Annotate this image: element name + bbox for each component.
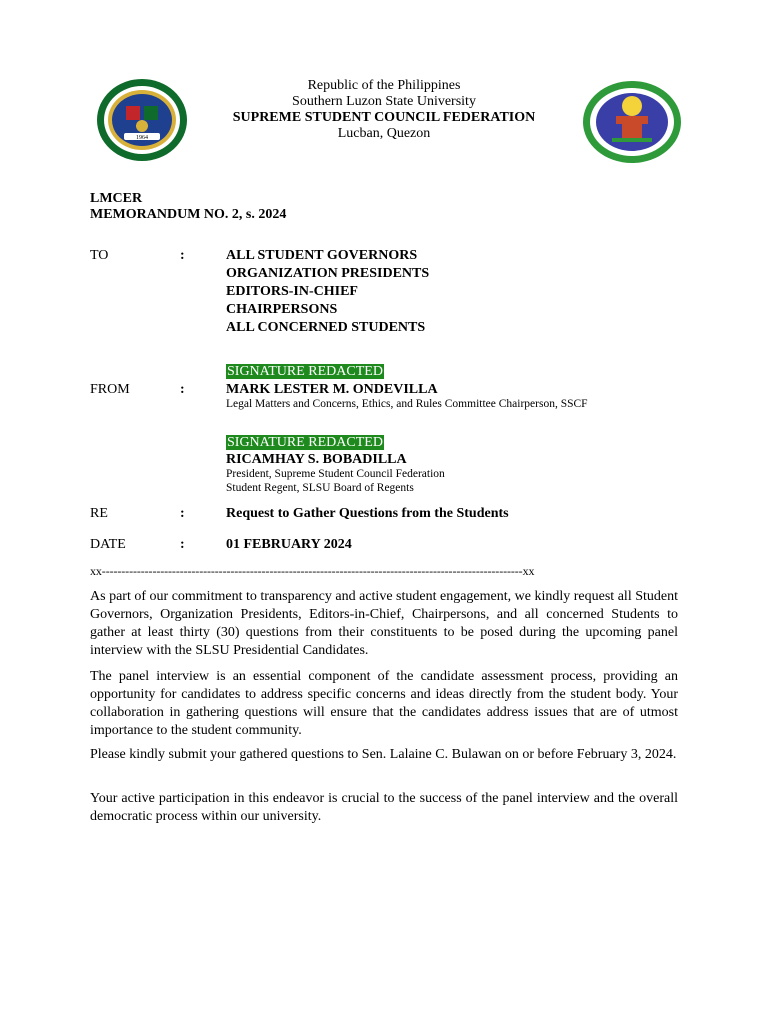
header-republic: Republic of the Philippines: [307, 78, 461, 93]
re-label: RE: [90, 506, 108, 521]
from-colon: :: [180, 382, 185, 397]
to-recipient: ORGANIZATION PRESIDENTS: [226, 266, 430, 281]
to-colon: :: [180, 248, 185, 263]
body-paragraph-2: The panel interview is an essential component of the candidate assessment process, providing an opportunity for candidates to address specific concerns and ideas directly from the student body. Your collaboration in gathering questions will ensure that the candidates address issues that are of utmost importance to the student community.: [90, 669, 678, 738]
from-title-1: Legal Matters and Concerns, Ethics, and Rules Committee Chairperson, SSCF: [226, 398, 588, 410]
signature-redacted-1: SIGNATURE REDACTED: [227, 364, 383, 379]
from-title-2b: Student Regent, SLSU Board of Regents: [226, 482, 414, 494]
date-label: DATE: [90, 537, 126, 552]
to-label: TO: [90, 248, 109, 263]
seal-year: 1964: [136, 135, 148, 141]
signature-redacted-2: SIGNATURE REDACTED: [227, 435, 383, 450]
body-paragraph-1: As part of our commitment to transparency and active student engagement, we kindly request all Student Governors, Organization Presidents, Editors-in-Chief, Chairpersons, and all concerned Students to gather at least thirty (30) questions from their constituents to be posed during the upcoming panel interview with the SLSU Presidential Candidates.: [90, 589, 678, 658]
re-value: Request to Gather Questions from the Students: [226, 506, 509, 521]
date-value: 01 FEBRUARY 2024: [226, 537, 352, 552]
memo-number: MEMORANDUM NO. 2, s. 2024: [90, 207, 287, 222]
to-recipient: ALL STUDENT GOVERNORS: [226, 248, 418, 263]
date-colon: :: [180, 537, 185, 552]
from-name-2: RICAMHAY S. BOBADILLA: [226, 452, 407, 467]
header-federation: SUPREME STUDENT COUNCIL FEDERATION: [232, 110, 536, 125]
from-title-2a: President, Supreme Student Council Federation: [226, 468, 445, 480]
header-university: Southern Luzon State University: [292, 94, 476, 109]
separator-line: xx------------------------------------------------------------------------------------------------------------xx: [90, 564, 535, 578]
to-recipient: EDITORS-IN-CHIEF: [226, 284, 358, 299]
body-paragraph-3: Please kindly submit your gathered questions to Sen. Lalaine C. Bulawan on or before February 3, 2024.: [90, 747, 677, 762]
to-recipient: ALL CONCERNED STUDENTS: [226, 320, 426, 335]
header-location: Lucban, Quezon: [337, 126, 431, 141]
from-name-1: MARK LESTER M. ONDEVILLA: [226, 382, 438, 397]
body-paragraph-4: Your active participation in this endeavor is crucial to the success of the panel interview and the overall democratic process within our university.: [90, 791, 678, 824]
re-colon: :: [180, 506, 185, 521]
from-label: FROM: [90, 382, 130, 397]
to-recipient: CHAIRPERSONS: [226, 302, 338, 317]
memo-code: LMCER: [90, 191, 143, 206]
